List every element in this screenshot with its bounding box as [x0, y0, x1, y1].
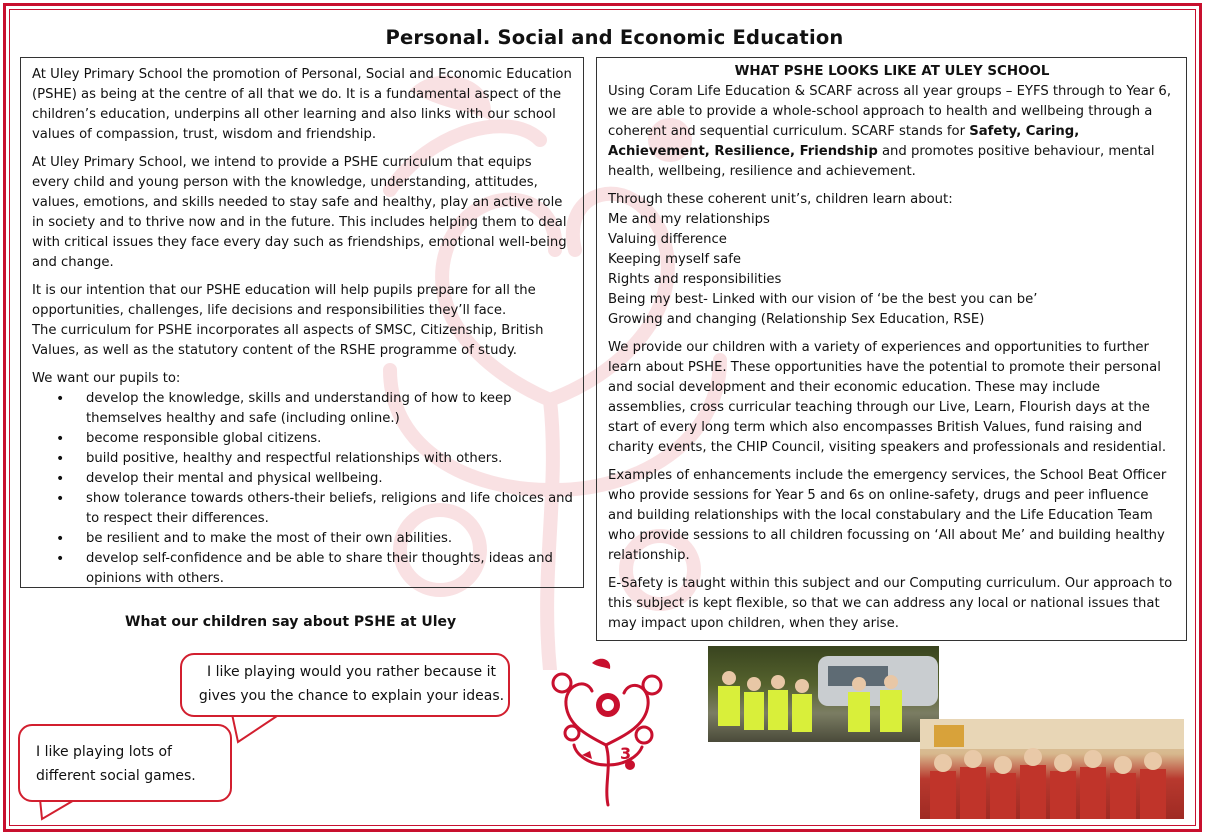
scarf-paragraph	[608, 82, 1176, 182]
children-quotes-heading: What our children say about PSHE at Uley	[125, 614, 457, 630]
intent-text-box	[20, 57, 584, 588]
topics-list	[608, 190, 1176, 330]
topics-intro: Through these coherent unit’s, children learn about:	[608, 192, 953, 207]
svg-text:3: 3	[620, 744, 632, 763]
topic-item: Valuing difference	[608, 232, 727, 247]
experiences-paragraph: We provide our children with a variety of experiences and opportunities to further learn about PSHE. These opportunities have the potential to promote their personal and social development and their economic education. These may include assemblies, cross curricular teaching through our Live, Learn, Flourish days at the start of every long term which also encompasses British Values, fund raising and charity events, the CHIP Council, visiting speakers and professionals and residential.	[608, 340, 1167, 455]
quote-bubble-1	[180, 653, 510, 717]
school-tree-logo-icon	[546, 655, 670, 807]
quote-bubble-2	[18, 724, 232, 802]
enhancements-paragraph: Examples of enhancements include the emergency services, the School Beat Officer who provide sessions for Year 5 and 6s on online-safety, drugs and peer influence and building relationships with the local constabulary and the Life Education Team who provide sessions to all children focussing on ‘All about Me’ and building healthy relationship.	[608, 468, 1167, 563]
topic-item: Being my best- Linked with our vision of ‘be the best you can be’	[608, 292, 1038, 307]
class-group-photo	[920, 719, 1184, 819]
aim-item: • become responsible global citizens.	[70, 429, 573, 449]
scarf-text-start: Using Coram Life Education & SCARF across all year groups – EYFS through to Year 6, we are able to provide a whole-school approach to health and wellbeing through a coherent and sequential curriculum. SCARF stands for	[608, 84, 1172, 139]
aims-list	[32, 389, 573, 589]
aim-item: • develop the knowledge, skills and understanding of how to keep themselves healthy and safe (including online.)	[70, 389, 573, 429]
bubble-tail	[228, 712, 288, 746]
aims-intro: We want our pupils to:	[32, 371, 181, 386]
pshe-at-uley-box	[596, 57, 1187, 641]
curriculum-paragraph: The curriculum for PSHE incorporates all aspects of SMSC, Citizenship, British Values, as well as the statutory content of the RSHE programme of study.	[32, 323, 544, 358]
topic-item: Me and my relationships	[608, 212, 770, 227]
aim-item: • build positive, healthy and respectful relationships with others.	[70, 449, 573, 469]
quote-text-1: I like playing would you rather because it gives you the chance to explain your ideas.	[198, 664, 505, 704]
intro-paragraph: At Uley Primary School the promotion of Personal, Social and Economic Education (PSHE) as being at the centre of all that we do. It is a fundamental aspect of the children’s education, underpins all other learning and also links with our school values of compassion, trust, wisdom and friendship.	[32, 67, 572, 142]
page-title: Personal. Social and Economic Education	[385, 26, 844, 49]
intention-paragraph	[32, 281, 573, 321]
intention-text: It is our intention that our PSHE education will help pupils prepare for all the opportunities, challenges, life decisions and responsibilities they’ll face.	[32, 283, 536, 318]
aim-item: • develop their mental and physical wellbeing.	[70, 469, 573, 489]
topic-item: Keeping myself safe	[608, 252, 742, 267]
emergency-services-photo	[708, 646, 939, 742]
quote-text-2: I like playing lots of different social games.	[36, 744, 196, 784]
topic-item: Rights and responsibilities	[608, 272, 782, 287]
topic-item: Growing and changing (Relationship Sex Education, RSE)	[608, 312, 985, 327]
curriculum-intent-paragraph: At Uley Primary School, we intend to provide a PSHE curriculum that equips every child and young person with the knowledge, understanding, attitudes, values, emotions, and skills needed to stay safe and healthy, play an active role in society and to thrive now and in the future. This includes helping them to deal with critical issues they face every day such as friendships, emotional well-being and change.	[32, 155, 567, 270]
photo-figures-icon	[708, 646, 939, 742]
pshe-at-uley-heading: WHAT PSHE LOOKS LIKE AT ULEY SCHOOL	[734, 64, 1050, 79]
scarf-text-end: and promotes positive behaviour, mental health, wellbeing, resilience and achievement.	[608, 144, 1155, 179]
photo-class-icon	[920, 719, 1184, 819]
scarf-values: Safety, Caring, Achievement, Resilience, Friendship	[608, 124, 1080, 159]
aim-item: • show tolerance towards others-their beliefs, religions and life choices and to respect their differences.	[70, 489, 573, 529]
esafety-paragraph: E-Safety is taught within this subject and our Computing curriculum. Our approach to this subject is kept flexible, so that we can address any local or national issues that may impact upon children, when they arise.	[608, 576, 1173, 631]
aim-item: • develop self-confidence and be able to share their thoughts, ideas and opinions with others.	[70, 549, 573, 589]
aim-item: • be resilient and to make the most of their own abilities.	[70, 529, 573, 549]
